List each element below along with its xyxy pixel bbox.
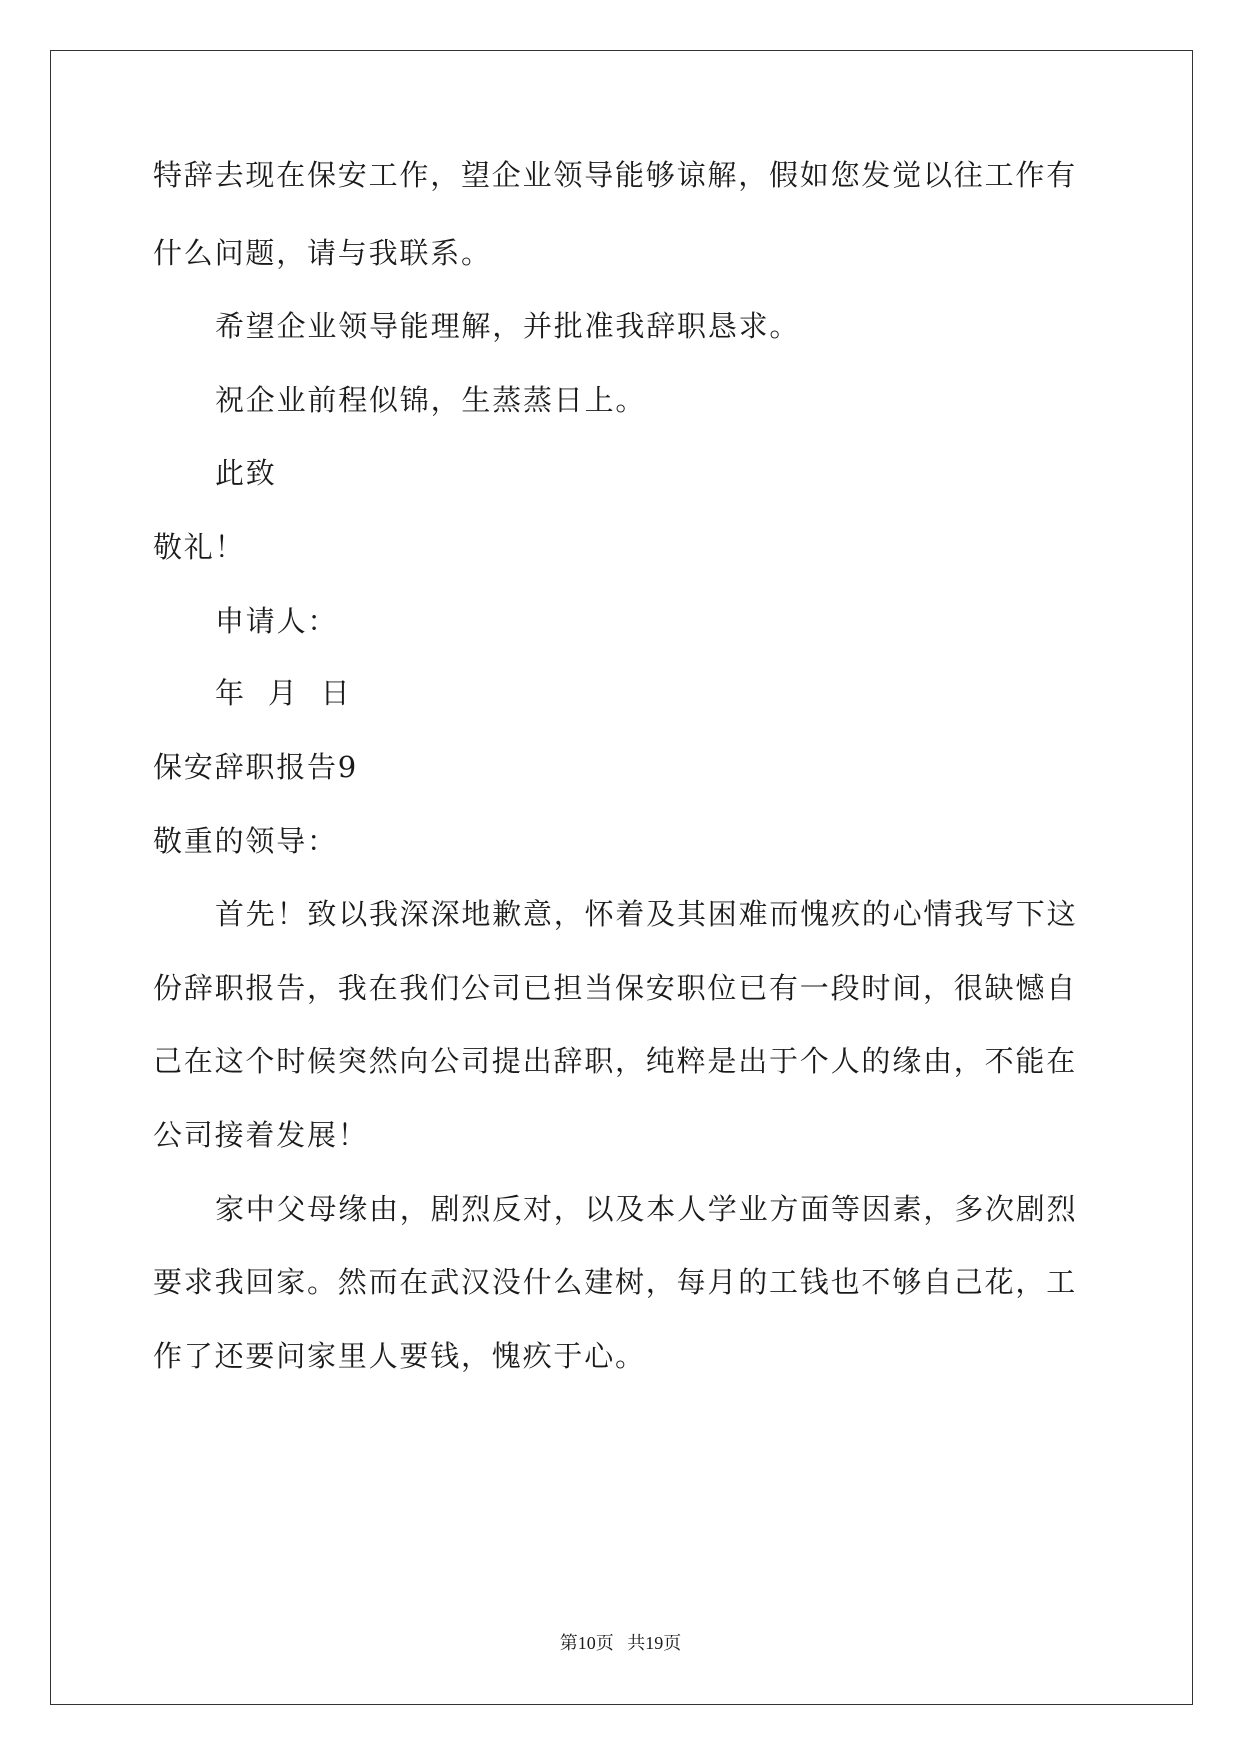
paragraph-line: 特辞去现在保安工作，望企业领导能够谅解，假如您发觉以往工作有 — [153, 158, 1078, 192]
paragraph-line: 公司接着发展！ — [153, 1118, 369, 1152]
paragraph-line: 要求我回家。然而在武汉没什么建树，每月的工钱也不够自己花，工 — [153, 1265, 1078, 1299]
closing-line: 敬礼！ — [153, 530, 246, 564]
page-border — [50, 50, 1193, 1705]
applicant-line: 申请人： — [215, 604, 339, 638]
paragraph-line: 祝企业前程似锦，生蒸蒸日上。 — [215, 383, 647, 417]
section-heading: 保安辞职报告9 — [153, 750, 359, 784]
paragraph-line: 作了还要问家里人要钱，愧疚于心。 — [153, 1339, 646, 1373]
page-number: 第10页 共19页 — [559, 1633, 682, 1653]
paragraph-line: 首先！致以我深深地歉意，怀着及其困难而愧疚的心情我写下这 — [215, 897, 1078, 931]
paragraph-line: 家中父母缘由，剧烈反对，以及本人学业方面等因素，多次剧烈 — [215, 1192, 1078, 1226]
closing-line: 此致 — [215, 456, 277, 490]
paragraph-line: 希望企业领导能理解，并批准我辞职恳求。 — [215, 309, 801, 343]
paragraph-line: 什么问题，请与我联系。 — [153, 236, 492, 270]
paragraph-line: 己在这个时候突然向公司提出辞职，纯粹是出于个人的缘由，不能在 — [153, 1044, 1078, 1078]
date-line: 年 月 日 — [215, 676, 352, 710]
paragraph-line: 份辞职报告，我在我们公司已担当保安职位已有一段时间，很缺憾自 — [153, 971, 1078, 1005]
salutation: 敬重的领导： — [153, 824, 338, 858]
